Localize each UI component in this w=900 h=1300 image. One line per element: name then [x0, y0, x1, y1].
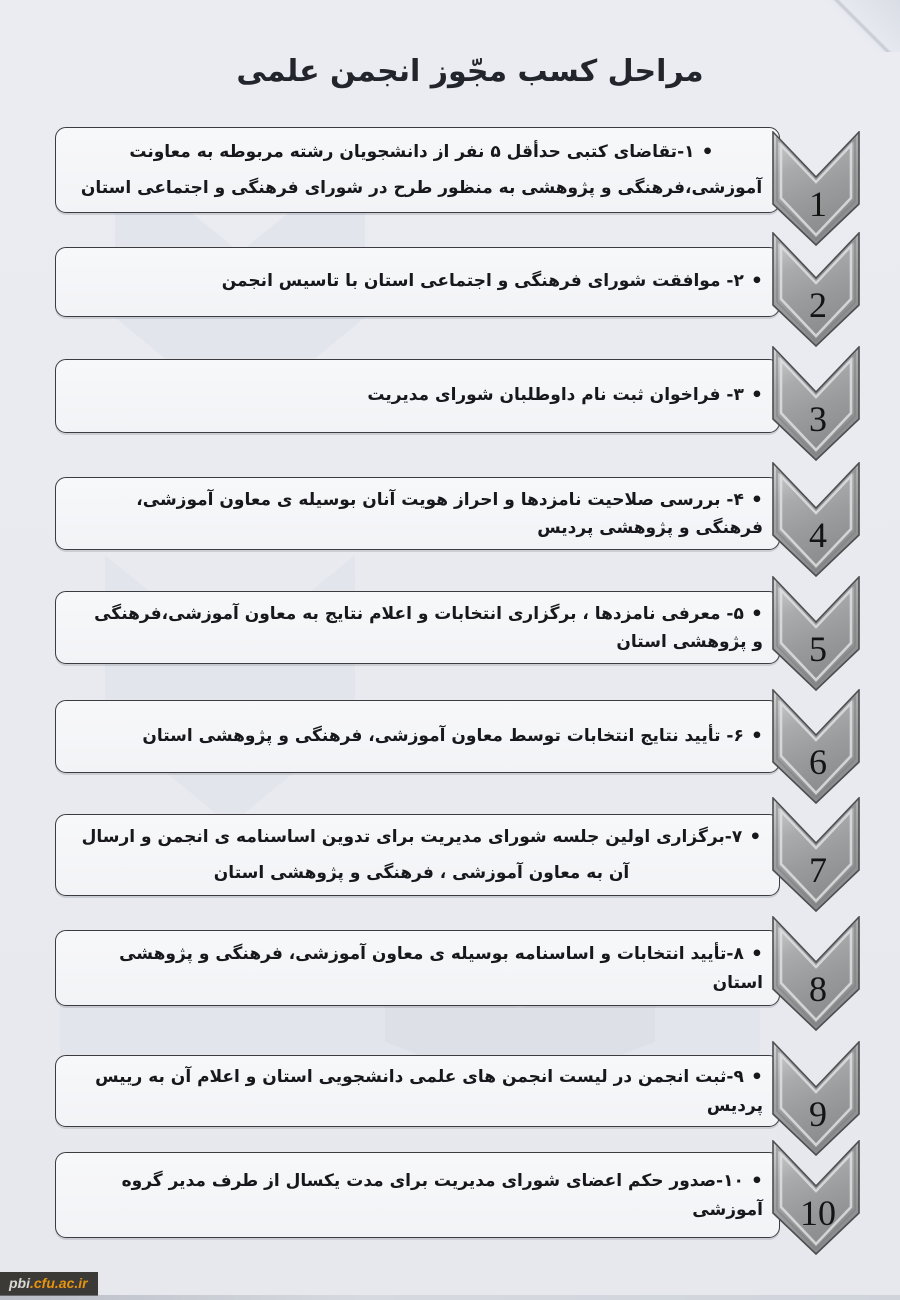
step-7-label: ۷-برگزاری اولین جلسه شورای مدیریت برای تدوین اساسنامه ی انجمن و ارسال آن به معاون آموزشی ، فرهنگی و پژوهشی استان — [81, 827, 743, 883]
step-chevron-2 — [772, 232, 860, 348]
page-title: مراحل کسب مجّوز انجمن علمی — [236, 54, 704, 89]
step-chevron-10 — [772, 1140, 860, 1256]
bullet-icon: • — [750, 1170, 763, 1193]
watermark-prefix: pbi — [9, 1275, 30, 1291]
step-10-label: ۱۰-صدور حکم اعضای شورای مدیریت برای مدت یکسال از طرف مدیر گروه آموزشی — [121, 1171, 763, 1220]
step-chevron-6 — [772, 689, 860, 805]
step-8-label: ۸-تأیید انتخابات و اساسنامه بوسیله ی معاون آموزشی، فرهنگی و پژوهشی استان — [119, 944, 763, 993]
site-watermark — [0, 1272, 98, 1296]
page-corner-fold — [822, 0, 900, 52]
step-number-1: 1 — [809, 184, 827, 224]
step-chevron-7 — [772, 797, 860, 913]
step-box-1 — [55, 127, 780, 213]
bullet-icon: • — [750, 602, 763, 625]
step-text — [80, 722, 763, 751]
step-box-10 — [55, 1152, 780, 1238]
watermark-suffix: .cfu.ac.ir — [30, 1275, 88, 1291]
step-9-label: ۹-ثبت انجمن در لیست انجمن های علمی دانشجویی استان و اعلام آن به رییس پردیس — [95, 1067, 763, 1116]
step-box-6 — [55, 700, 780, 773]
step-box-4 — [55, 477, 780, 550]
step-number-6: 6 — [809, 742, 827, 782]
bullet-icon: • — [750, 943, 763, 966]
step-box-3 — [55, 359, 780, 433]
step-number-8: 8 — [809, 969, 827, 1009]
bullet-icon: • — [701, 141, 714, 163]
step-text — [80, 381, 763, 410]
step-text — [80, 819, 763, 891]
step-number-4: 4 — [809, 515, 827, 555]
bullet-icon: • — [749, 826, 762, 848]
step-chevron-3 — [772, 346, 860, 462]
bullet-icon: • — [750, 724, 763, 747]
step-2-label: ۲- موافقت شورای فرهنگی و اجتماعی استان با تاسیس انجمن — [221, 271, 744, 292]
scan-edge-line — [0, 1295, 900, 1300]
step-chevron-4 — [772, 462, 860, 578]
step-3-label: ۳- فراخوان ثبت نام داوطلبان شورای مدیریت — [367, 385, 744, 406]
step-text — [80, 267, 763, 296]
bullet-icon: • — [750, 488, 763, 511]
step-box-8 — [55, 930, 780, 1006]
step-chevron-5 — [772, 576, 860, 692]
step-4-label: ۴- بررسی صلاحیت نامزدها و احراز هویت آنان بوسیله ی معاون آموزشی، فرهنگی و پژوهشی پردیس — [136, 489, 763, 539]
step-text — [80, 600, 763, 656]
step-6-label: ۶- تأیید نتایج انتخابات توسط معاون آموزشی، فرهنگی و پژوهشی استان — [142, 725, 744, 746]
step-text — [80, 486, 763, 542]
step-box-9 — [55, 1055, 780, 1127]
step-box-5 — [55, 591, 780, 664]
step-number-10: 10 — [800, 1193, 836, 1233]
bullet-icon: • — [750, 1066, 763, 1089]
step-box-2 — [55, 247, 780, 317]
step-chevron-1 — [772, 131, 860, 247]
bullet-icon: • — [750, 270, 763, 293]
step-text — [80, 1063, 763, 1119]
step-5-label: ۵- معرفی نامزدها ، برگزاری انتخابات و اعلام نتایج به معاون آموزشی،فرهنگی و پژوهشی استان — [94, 603, 763, 653]
step-text — [80, 940, 763, 996]
step-number-9: 9 — [809, 1094, 827, 1134]
step-text — [80, 134, 763, 206]
step-text — [80, 1167, 763, 1223]
step-box-7 — [55, 814, 780, 896]
step-number-2: 2 — [809, 285, 827, 325]
step-number-7: 7 — [809, 850, 827, 890]
bullet-icon: • — [750, 384, 763, 407]
step-number-3: 3 — [809, 399, 827, 439]
step-1-label: ۱-تقاضای کتبی حدأقل ۵ نفر از دانشجویان رشته مربوطه به معاونت آموزشی،فرهنگی و پژوهشی به منظور طرح در شورای فرهنگی و اجتماعی استان — [80, 142, 763, 198]
step-number-5: 5 — [809, 629, 827, 669]
step-chevron-8 — [772, 916, 860, 1032]
